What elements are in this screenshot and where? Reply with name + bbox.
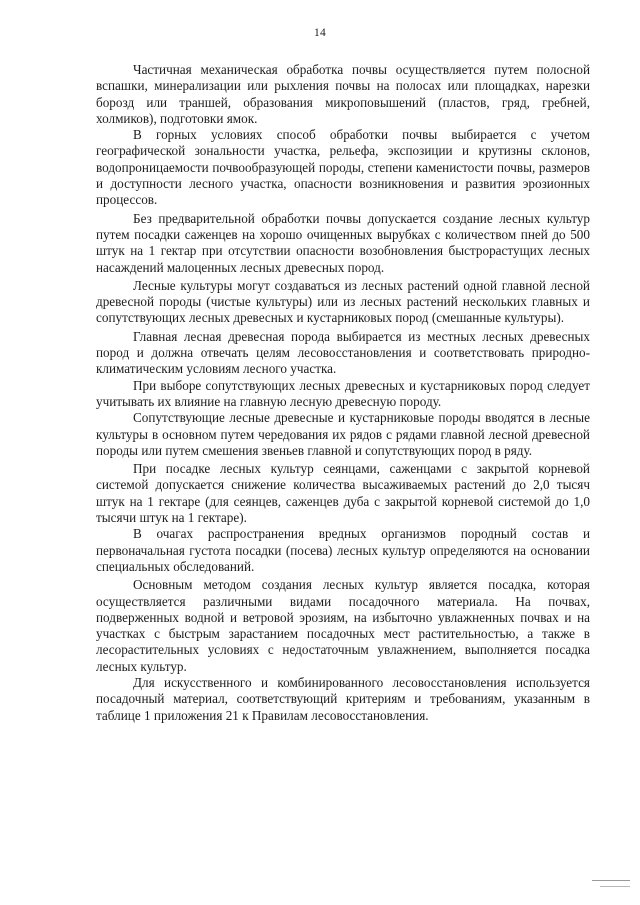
- paragraph: Сопутствующие лесные древесные и кустарниковые породы вводятся в лесные культуры в основном путем чередования их рядов с рядами главной лесной древесной породы или путем смешения звеньев главной и сопутствующих пород в ряду.: [96, 410, 590, 458]
- paragraph: Основным методом создания лесных культур является посадка, которая осуществляется различными видами посадочного материала. На почвах, подверженных водной и ветровой эрозиям, на избыточно увлажненных почвах и на участках с быстрым зарастанием посадочных мест растительностью, а также в лесорастительных условиях с недостаточным увлажнением, выполняется посадка лесных культур.: [96, 577, 590, 674]
- paragraph: Частичная механическая обработка почвы осуществляется путем полосной вспашки, минерализации или рыхления почвы на полосах или площадках, нарезки борозд или траншей, образования микроповышений (пластов, гряд, гребней, холмиков), подготовки ямок.: [96, 62, 590, 126]
- paragraph: Без предварительной обработки почвы допускается создание лесных культур путем посадки саженцев на хорошо очищенных вырубках с количеством пней до 500 штук на 1 гектар при отсутствии опасности возобновления быстрорастущих лесных насаждений малоценных лесных древесных пород.: [96, 210, 590, 275]
- paragraph: В горных условиях способ обработки почвы выбирается с учетом географической зональности участка, рельефа, экспозиции и крутизны склонов, водопроницаемости почвообразующей породы, степени каменистости почвы, размеров и доступности лесного участка, опасности возникновения и развития эрозионных процессов.: [96, 127, 590, 208]
- paragraph: Для искусственного и комбинированного лесовосстановления используется посадочный материал, соответствующий критериям и требованиям, указанным в таблице 1 приложения 21 к Правилам лесовосстановления.: [96, 674, 590, 723]
- paragraph: В очагах распространения вредных организмов породный состав и первоначальная густота посадки (посева) лесных культур определяются на основании специальных обследований.: [96, 526, 590, 574]
- scan-edge-line: [600, 886, 630, 887]
- paragraph: Лесные культуры могут создаваться из лесных растений одной главной лесной древесной породы (чистые культуры) или из лесных растений нескольких главных и сопутствующих лесных древесных и кустарниковых пород (смешанные культуры).: [96, 277, 590, 326]
- paragraph: При выборе сопутствующих лесных древесных и кустарниковых пород следует учитывать их влияние на главную лесную древесную породу.: [96, 377, 590, 409]
- page-number: 14: [314, 27, 326, 39]
- body-text: [96, 62, 590, 724]
- scan-edge-line: [592, 880, 630, 881]
- paragraph: При посадке лесных культур сеянцами, саженцами с закрытой корневой системой допускается снижение количества высаживаемых растений до 2,0 тысяч штук на 1 гектаре (для сеянцев, саженцев дуба с закрытой корневой системой до 1,0 тысячи штук на 1 гектаре).: [96, 461, 590, 526]
- paragraph: Главная лесная древесная порода выбирается из местных лесных древесных пород и должна отвечать целям лесовосстановления и соответствовать природно-климатическим условиям лесного участка.: [96, 328, 590, 377]
